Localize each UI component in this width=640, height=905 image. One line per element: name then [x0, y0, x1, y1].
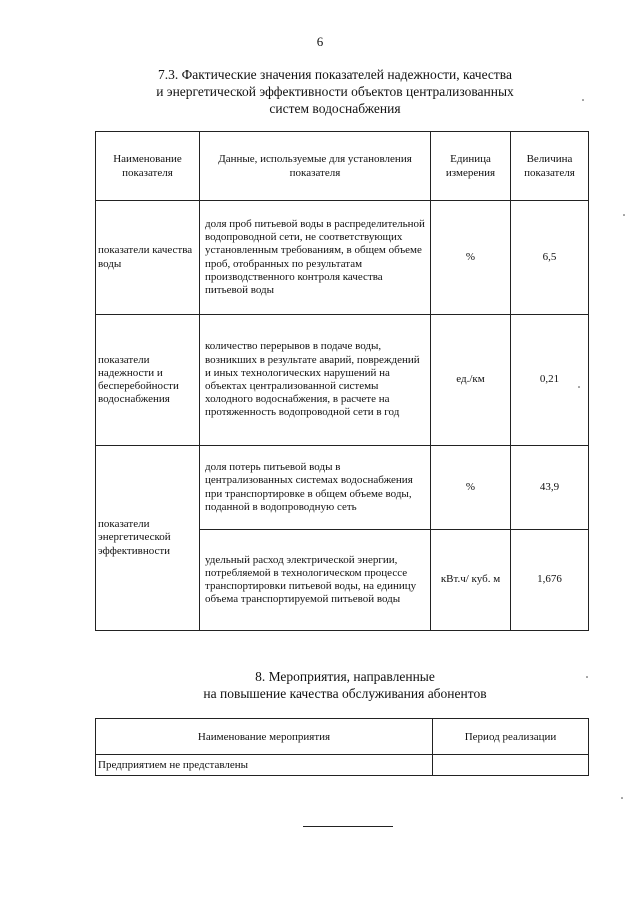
scan-speck: [578, 386, 580, 388]
header-period: Период реализации: [433, 719, 589, 755]
section-7-3-title: [110, 66, 560, 117]
measure-name: Предприятием не представлены: [96, 755, 433, 776]
measures-table: [95, 718, 589, 776]
table-row: [96, 315, 589, 446]
indicator-name: показатели энергетической эффективности: [96, 446, 200, 631]
indicator-name: показатели качества воды: [96, 201, 200, 315]
indicator-unit: ед./км: [431, 315, 511, 446]
indicator-data: доля проб питьевой воды в распределительной водопроводной сети, не соответствующих установленным требованиям, в общем объеме проб, отобранных по результатам производственного контроля качества питьевой воды: [200, 201, 431, 315]
indicator-unit: кВт.ч/ куб. м: [431, 530, 511, 631]
table-header-row: [96, 719, 589, 755]
scan-speck: [621, 797, 623, 799]
header-value: Величина показателя: [511, 132, 589, 201]
indicator-value: 6,5: [511, 201, 589, 315]
table-row: [96, 446, 589, 530]
title-line: систем водоснабжения: [269, 101, 401, 116]
indicator-name: показатели надежности и бесперебойности водоснабжения: [96, 315, 200, 446]
indicator-unit: %: [431, 201, 511, 315]
section-8-title: [120, 668, 570, 702]
table-row: [96, 201, 589, 315]
indicator-unit: %: [431, 446, 511, 530]
indicator-data: количество перерывов в подаче воды, возникших в результате аварий, повреждений и иных технологических нарушений на объектах централизованной системы холодного водоснабжения, в расчете на протяженность водопроводной сети в год: [200, 315, 431, 446]
header-name: Наименование показателя: [96, 132, 200, 201]
indicator-data: удельный расход электрической энергии, потребляемой в технологическом процессе транспортировки питьевой воды, на единицу объема транспортируемой питьевой воды: [200, 530, 431, 631]
indicator-value: 43,9: [511, 446, 589, 530]
header-measure-name: Наименование мероприятия: [96, 719, 433, 755]
scan-speck: [586, 676, 588, 678]
title-line: 8. Мероприятия, направленные: [255, 669, 435, 684]
indicator-value: 0,21: [511, 315, 589, 446]
indicator-data: доля потерь питьевой воды в централизованных системах водоснабжения при транспортировке в общем объеме воды, поданной в водопроводную сеть: [200, 446, 431, 530]
indicator-value: 1,676: [511, 530, 589, 631]
title-line: на повышение качества обслуживания абонентов: [203, 686, 487, 701]
page-number: 6: [316, 34, 324, 49]
scan-speck: [623, 214, 625, 216]
scan-speck: [582, 99, 584, 101]
title-line: и энергетической эффективности объектов централизованных: [156, 84, 514, 99]
measure-period: [433, 755, 589, 776]
header-data: Данные, используемые для установления показателя: [200, 132, 431, 201]
signature-line: [303, 826, 393, 827]
table-header-row: [96, 132, 589, 201]
title-line: 7.3. Фактические значения показателей надежности, качества: [158, 67, 512, 82]
header-unit: Единица измерения: [431, 132, 511, 201]
table-row: [96, 755, 589, 776]
indicators-table: [95, 131, 589, 631]
